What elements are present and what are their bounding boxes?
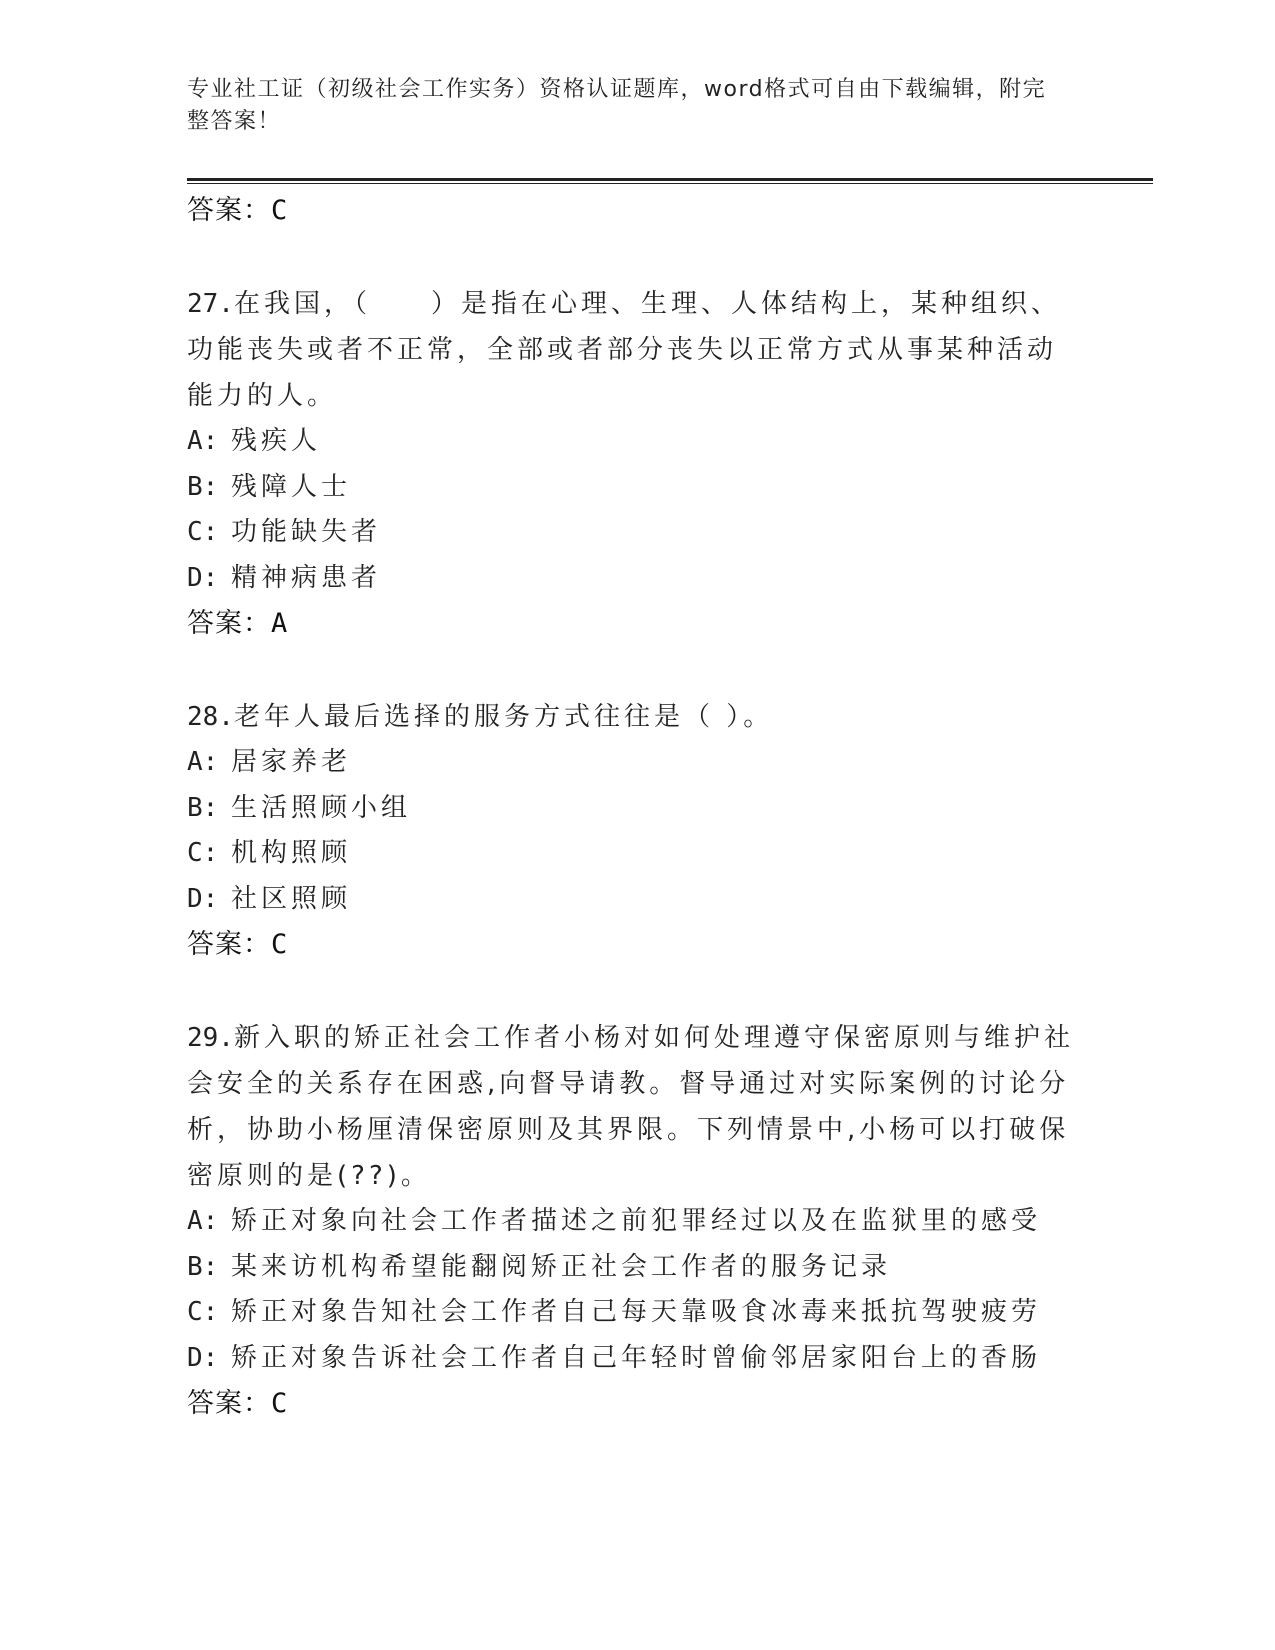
option-text: 精神病患者 [231, 562, 382, 593]
option-c [187, 510, 1087, 556]
option-letter: A: [187, 747, 219, 777]
option-b [187, 465, 1087, 511]
option-a [187, 419, 1087, 465]
question-number: 29. [187, 1023, 234, 1053]
option-d [187, 877, 1087, 923]
option-b [187, 1245, 1087, 1291]
option-text: 社区照顾 [231, 883, 352, 914]
option-letter: D: [187, 883, 219, 914]
header-title: 专业社工证（初级社会工作实务）资格认证题库，word格式可自由下载编辑，附完整答案！ [187, 77, 1047, 134]
question-body: 老年人最后选择的服务方式往往是（ ）。 [233, 702, 774, 732]
answer-label: 答案： [187, 1388, 271, 1419]
option-c [187, 831, 1087, 877]
option-letter: B: [187, 1251, 219, 1282]
option-letter: A: [187, 426, 219, 456]
question-text [187, 1015, 1077, 1199]
question-body: 新入职的矫正社会工作者小杨对如何处理遵守保密原则与维护社会安全的关系存在困惑,向督导请教。督导通过对实际案例的讨论分析，协助小杨厘清保密原则及其界限。下列情景中,小杨可以打破保密原则的是(??)。 [187, 1023, 1074, 1191]
option-letter: B: [187, 471, 219, 502]
question-number: 27. [187, 289, 234, 319]
document-header [187, 74, 1067, 138]
answer-line [187, 188, 1087, 233]
answer-line [187, 922, 1087, 967]
question-block [187, 694, 1087, 740]
question-list [187, 188, 1087, 1426]
option-d [187, 556, 1087, 602]
option-a [187, 1199, 1087, 1245]
option-letter: D: [187, 1342, 219, 1373]
header-rule-thin [187, 183, 1153, 184]
question-number: 28. [187, 702, 234, 732]
option-text: 居家养老 [231, 747, 352, 777]
question-text [187, 281, 1077, 419]
option-c [187, 1290, 1087, 1336]
answer-line [187, 601, 1087, 646]
option-text: 某来访机构希望能翻阅矫正社会工作者的服务记录 [231, 1251, 892, 1282]
option-letter: B: [187, 792, 219, 823]
answer-value: C [271, 1388, 289, 1419]
option-text: 矫正对象告知社会工作者自己每天靠吸食冰毒来抵抗驾驶疲劳 [231, 1297, 1042, 1327]
option-text: 生活照顾小组 [231, 792, 412, 823]
answer-value: C [271, 195, 289, 226]
answer-label: 答案： [187, 195, 271, 226]
question-block [187, 1015, 1087, 1199]
header-rule-thick [187, 178, 1153, 181]
question-body: 在我国，（ ）是指在心理、生理、人体结构上，某种组织、功能丧失或者不正常，全部或者部分丧失以正常方式从事某种活动能力的人。 [187, 289, 1061, 411]
option-text: 残障人士 [231, 471, 352, 502]
answer-line [187, 1381, 1087, 1426]
option-letter: A: [187, 1206, 219, 1236]
question-text [187, 694, 1077, 740]
option-letter: C: [187, 838, 219, 868]
option-letter: D: [187, 562, 219, 593]
option-text: 矫正对象向社会工作者描述之前犯罪经过以及在监狱里的感受 [231, 1206, 1042, 1236]
answer-label: 答案： [187, 929, 271, 960]
option-text: 矫正对象告诉社会工作者自己年轻时曾偷邻居家阳台上的香肠 [231, 1342, 1042, 1373]
option-letter: C: [187, 1297, 219, 1327]
question-block [187, 281, 1087, 419]
option-text: 机构照顾 [231, 838, 352, 868]
answer-label: 答案： [187, 608, 271, 639]
option-text: 残疾人 [231, 426, 322, 456]
answer-value: C [271, 929, 289, 960]
option-a [187, 740, 1087, 786]
option-b [187, 786, 1087, 832]
answer-value: A [271, 608, 289, 639]
option-text: 功能缺失者 [231, 517, 382, 547]
option-d [187, 1336, 1087, 1382]
option-letter: C: [187, 517, 219, 547]
